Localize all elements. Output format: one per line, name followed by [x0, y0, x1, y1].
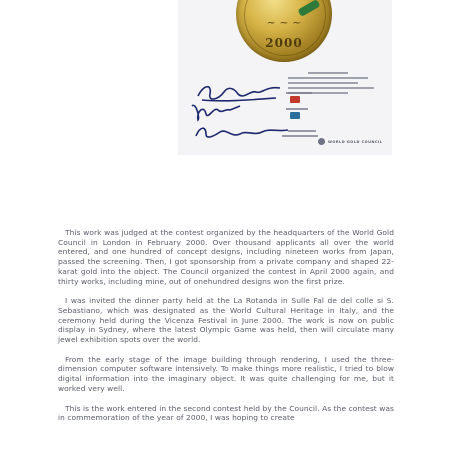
gold-medal-icon: [236, 0, 332, 62]
wgc-logo-icon: [318, 138, 325, 145]
wgc-logo-lettering: WORLD GOLD COUNCIL: [328, 140, 383, 144]
medal-year-text: 2000: [265, 36, 303, 50]
paragraph-1: This work was judged at the contest organized by the headquarters of the World Gold Council in London in February 2000. Over thousand applicants all over the world entered, and one hundred of concept designs, including nineteen works from Japan, passed the screening. Then, I got sponsorship from a private company and shaped 22-karat gold into the object. The Council organized the contest in April 2000 again, and thirty works, including mine, out of onehundred designs won the first prize.: [58, 228, 394, 286]
award-certificate-image: [178, 0, 392, 155]
council-logo-icon: [290, 96, 300, 103]
signature-3: [192, 122, 292, 144]
paragraph-3: From the early stage of the image building through rendering, I used the three-dimension computer software intensively. To make things more realistic, I tried to blow digital information into the imaginary object. It was quite challenging for me, but it worked very well.: [58, 354, 394, 393]
signature-2: [188, 100, 248, 122]
paragraph-4: This is the work entered in the second contest held by the Council. As the contest was in commemoration of the year of 2000, I was hoping to create: [58, 403, 394, 423]
signature-3-title: [288, 130, 316, 132]
paragraph-2: I was invited the dinner party held at the La Rotanda in Sulle Fal de del colle si S. Sebastiano, which was designated as the World Cultural Heritage in Italy, and the ceremony held during the Vicenza Festival in June 2000. The work is now on public display in Sydney, where the latest Olympic Game was held, then will circulate many jewel exhibition spots over the world.: [58, 296, 394, 345]
sponsor-logo-icon: [290, 112, 300, 119]
signature-3-subtitle: [282, 135, 318, 137]
article-body: [58, 228, 394, 433]
signature-1-title: [286, 92, 312, 94]
medal-script-lettering: ~ ~ ~: [266, 16, 302, 29]
signature-2-title: [286, 108, 308, 110]
